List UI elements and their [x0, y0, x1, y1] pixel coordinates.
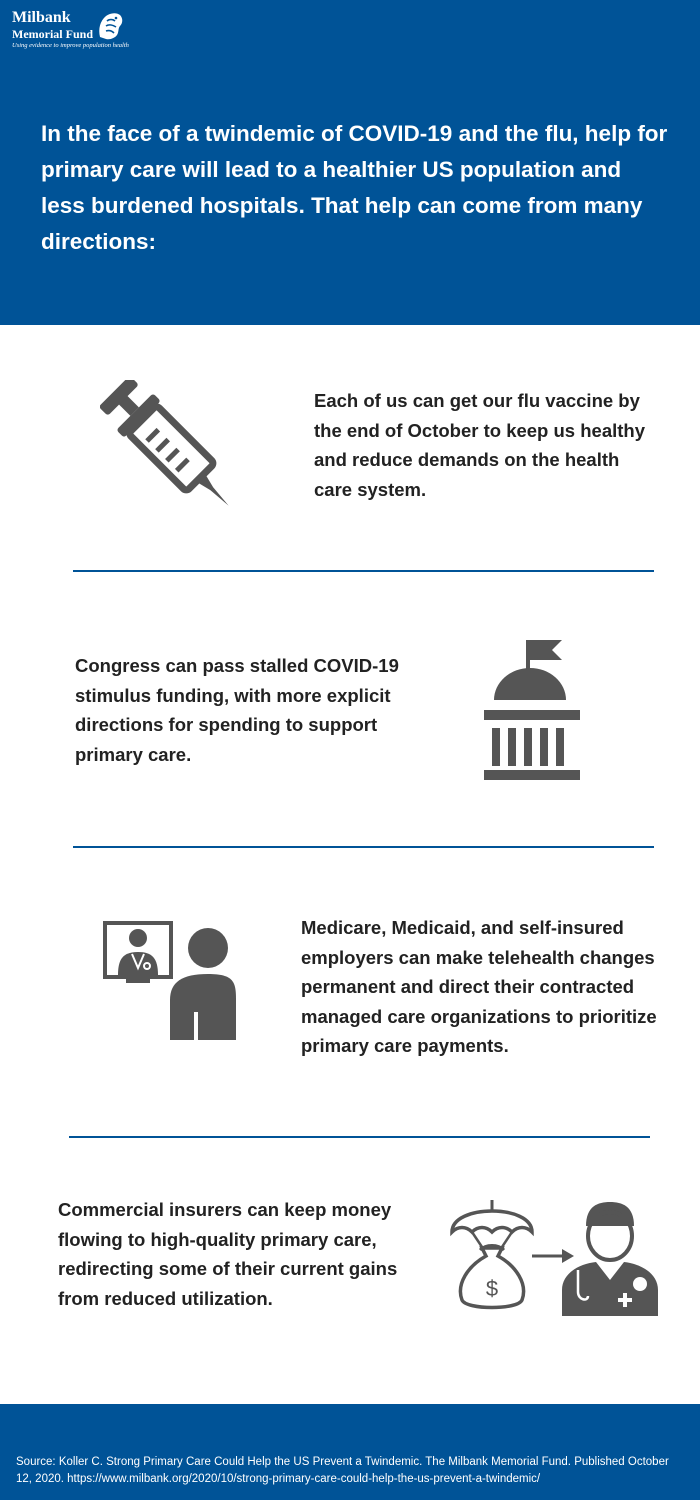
section-divider [69, 1136, 650, 1138]
section-insurers-text: Commercial insurers can keep money flowing to high-quality primary care, redirecting some of their current gains from reduced utilization. [58, 1199, 398, 1309]
source-citation[interactable]: Source: Koller C. Strong Primary Care Could Help the US Prevent a Twindemic. The Milbank Memorial Fund. Published October 12, 2020. https://www.milbank.org/2020/10/strong-primary-care-could-help-the-us-prevent-a-twindemic/ [16, 1456, 669, 1485]
intro-statement: In the face of a twindemic of COVID-19 and the flu, help for primary care will lead to a healthier US population and less burdened hospitals. That help can come from many directions: [41, 121, 668, 254]
logo-name-line1: Milbank [12, 9, 71, 26]
money-to-doctor-icon [448, 1192, 663, 1317]
logo-name-line2: Memorial Fund [12, 27, 93, 41]
section-divider [73, 570, 654, 572]
section-divider [73, 846, 654, 848]
capitol-building-icon [480, 638, 584, 783]
milbank-logo[interactable] [12, 9, 142, 53]
section-telehealth-text: Medicare, Medicaid, and self-insured employers can make telehealth changes permanent and direct their contracted managed care organizations to prioritize primary care payments. [301, 917, 657, 1056]
logo-tagline: Using evidence to improve population health [12, 42, 129, 49]
svg-text:$: $ [485, 1276, 499, 1301]
lion-emblem-icon [92, 9, 126, 43]
section-congress-text: Congress can pass stalled COVID-19 stimulus funding, with more explicit directions for spending to support primary care. [75, 655, 399, 765]
telehealth-icon [100, 918, 240, 1040]
footer-banner [0, 1404, 700, 1500]
section-vaccine-text: Each of us can get our flu vaccine by the end of October to keep us healthy and reduce demands on the health care system. [314, 390, 645, 500]
header-banner [0, 0, 700, 325]
syringe-icon [100, 380, 240, 515]
